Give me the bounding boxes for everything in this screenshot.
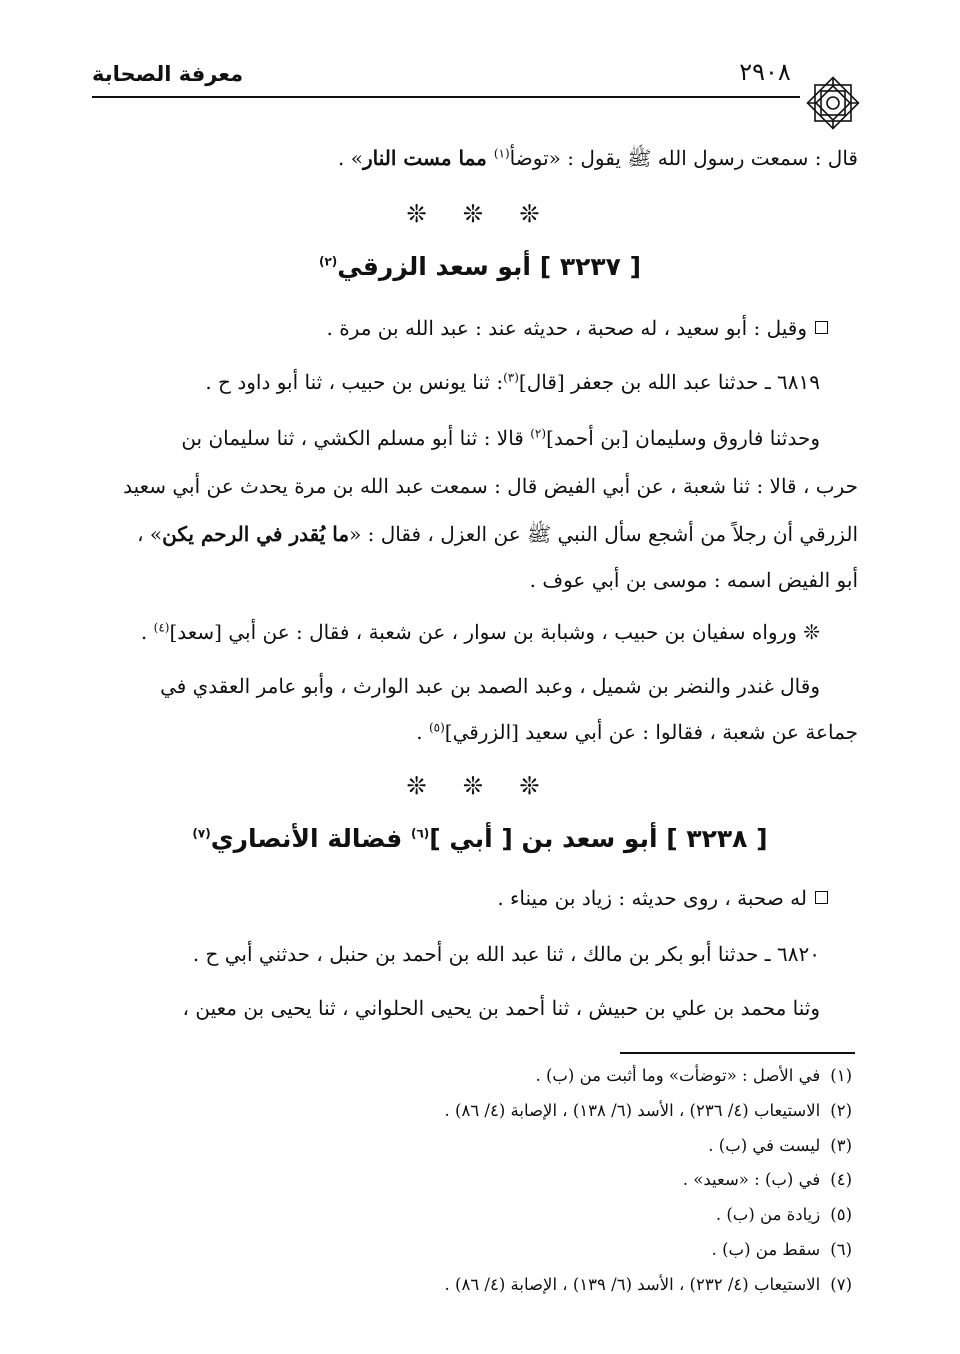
footnote-text: في (ب) : «سعيد» .	[682, 1170, 821, 1189]
paragraph-line: أبو الفيض اسمه : موسى بن أبي عوف .	[529, 568, 858, 592]
footnote-text: الاستيعاب (٤/ ٢٣٢) ، الأسد (٦/ ١٣٩) ، الإصابة (٤/ ٨٦) .	[444, 1275, 821, 1294]
footnote-ref: (٤)	[153, 620, 170, 635]
footnote	[96, 1205, 852, 1225]
paragraph-line	[96, 426, 820, 451]
footnote	[96, 1275, 852, 1295]
footnote-ref: (٥)	[428, 720, 445, 735]
octagram-ornament-icon	[803, 73, 863, 133]
text-segment: : ثنا يونس بن حبيب ، ثنا أبو داود ح .	[205, 370, 504, 394]
footnote-ref: (٦)	[410, 826, 430, 841]
footnote	[96, 1136, 852, 1156]
paragraph-line	[96, 522, 858, 547]
entry-intro	[96, 316, 828, 341]
page-number: ٢٩٠٨	[739, 58, 791, 86]
footnote	[96, 1240, 852, 1260]
text-segment: قالا : ثنا أبو مسلم الكشي ، ثنا سليمان بن	[181, 426, 531, 450]
footnote-number: (٧)	[830, 1275, 852, 1294]
text-segment: ٦٨١٩ ـ حدثنا عبد الله بن جعفر [قال]	[518, 370, 820, 394]
text-segment: الزرقي أن رجلاً من أشجع سأل النبي ﷺ عن العزل ، فقال : «	[349, 522, 858, 546]
footnote-number: (٤)	[830, 1170, 852, 1189]
paragraph-line: وثنا محمد بن علي بن حبيش ، ثنا أحمد بن يحيى الحلواني ، ثنا يحيى بن معين ،	[182, 996, 820, 1020]
text-segment: قال : سمعت رسول الله ﷺ يقول : «توضأ	[509, 146, 858, 170]
running-title: معرفة الصحابة	[92, 62, 244, 86]
paragraph-line	[96, 720, 858, 745]
square-bullet-icon	[815, 321, 828, 334]
entry-intro	[96, 886, 828, 911]
heading-text: [ ٣٢٣٨ ] أبو سعد بن [ أبي ]	[429, 824, 768, 853]
footnote-text: الاستيعاب (٤/ ٢٣٦) ، الأسد (٦/ ١٣٨) ، الإصابة (٤/ ٨٦) .	[444, 1101, 821, 1120]
text-segment: جماعة عن شعبة ، فقالوا : عن أبي سعيد [الزرقي]	[444, 720, 858, 744]
footnote-text: زيادة من (ب) .	[715, 1205, 821, 1224]
footnote-ref: (٢)	[530, 426, 547, 441]
header-rule	[92, 96, 800, 98]
hadith-quote-bold: مما مست النار	[362, 146, 494, 170]
footnote-separator	[620, 1052, 855, 1054]
entry-heading-3237	[0, 252, 960, 281]
text-segment: » ،	[137, 522, 163, 546]
square-bullet-icon	[815, 891, 828, 904]
paragraph-line	[96, 620, 820, 645]
hadith-6820-isnad: ٦٨٢٠ ـ حدثنا أبو بكر بن مالك ، ثنا عبد الله بن أحمد بن حنبل ، حدثني أبي ح .	[192, 942, 820, 966]
footnote-ref: (٣)	[503, 370, 519, 385]
text-segment: » .	[338, 146, 363, 170]
hadith-6819-isnad	[96, 370, 820, 395]
entry-heading-3238	[0, 824, 960, 853]
footnote-ref: (٢)	[318, 254, 338, 269]
paragraph-line: حرب ، قالا : ثنا شعبة ، عن أبي الفيض قال : سمعت عبد الله بن مرة يحدث عن أبي سعيد	[123, 474, 858, 498]
paragraph-line: وقال غندر والنضر بن شميل ، وعبد الصمد بن عبد الوارث ، وأبو عامر العقدي في	[160, 674, 820, 698]
heading-text: [ ٣٢٣٧ ] أبو سعد الزرقي	[337, 252, 642, 281]
section-separator: ❊ ❊ ❊	[406, 200, 554, 228]
footnote-number: (٢)	[830, 1101, 852, 1120]
footnote	[96, 1170, 852, 1190]
intro-text: وقيل : أبو سعيد ، له صحبة ، حديثه عند : عبد الله بن مرة .	[326, 316, 807, 340]
footnote-text: في الأصل : «توضأت» وما أثبت من (ب) .	[535, 1066, 821, 1085]
text-segment: .	[140, 620, 154, 644]
footnote-text: ليست في (ب) .	[708, 1136, 821, 1155]
footnote	[96, 1101, 852, 1121]
footnote-text: سقط من (ب) .	[711, 1240, 821, 1259]
hadith-ending-line	[96, 146, 858, 171]
text-segment: وحدثنا فاروق وسليمان [بن أحمد]	[546, 426, 820, 450]
heading-text: فضالة الأنصاري	[210, 824, 411, 853]
footnote-number: (٥)	[830, 1205, 852, 1224]
footnote-ref: (٧)	[192, 826, 211, 841]
footnote-number: (٣)	[830, 1136, 852, 1155]
text-segment: ❊ ورواه سفيان بن حبيب ، وشبابة بن سوار ، عن شعبة ، فقال : عن أبي [سعد]	[169, 620, 820, 644]
intro-text: له صحبة ، روى حديثه : زياد بن ميناء .	[497, 886, 807, 910]
section-separator: ❊ ❊ ❊	[406, 772, 554, 800]
hadith-quote-bold: ما يُقدر في الرحم يكن	[162, 522, 350, 546]
footnote-ref: (١)	[493, 146, 510, 161]
footnote-number: (٦)	[830, 1240, 852, 1259]
footnote	[96, 1066, 852, 1086]
footnote-number: (١)	[830, 1066, 852, 1085]
text-segment: .	[416, 720, 429, 744]
